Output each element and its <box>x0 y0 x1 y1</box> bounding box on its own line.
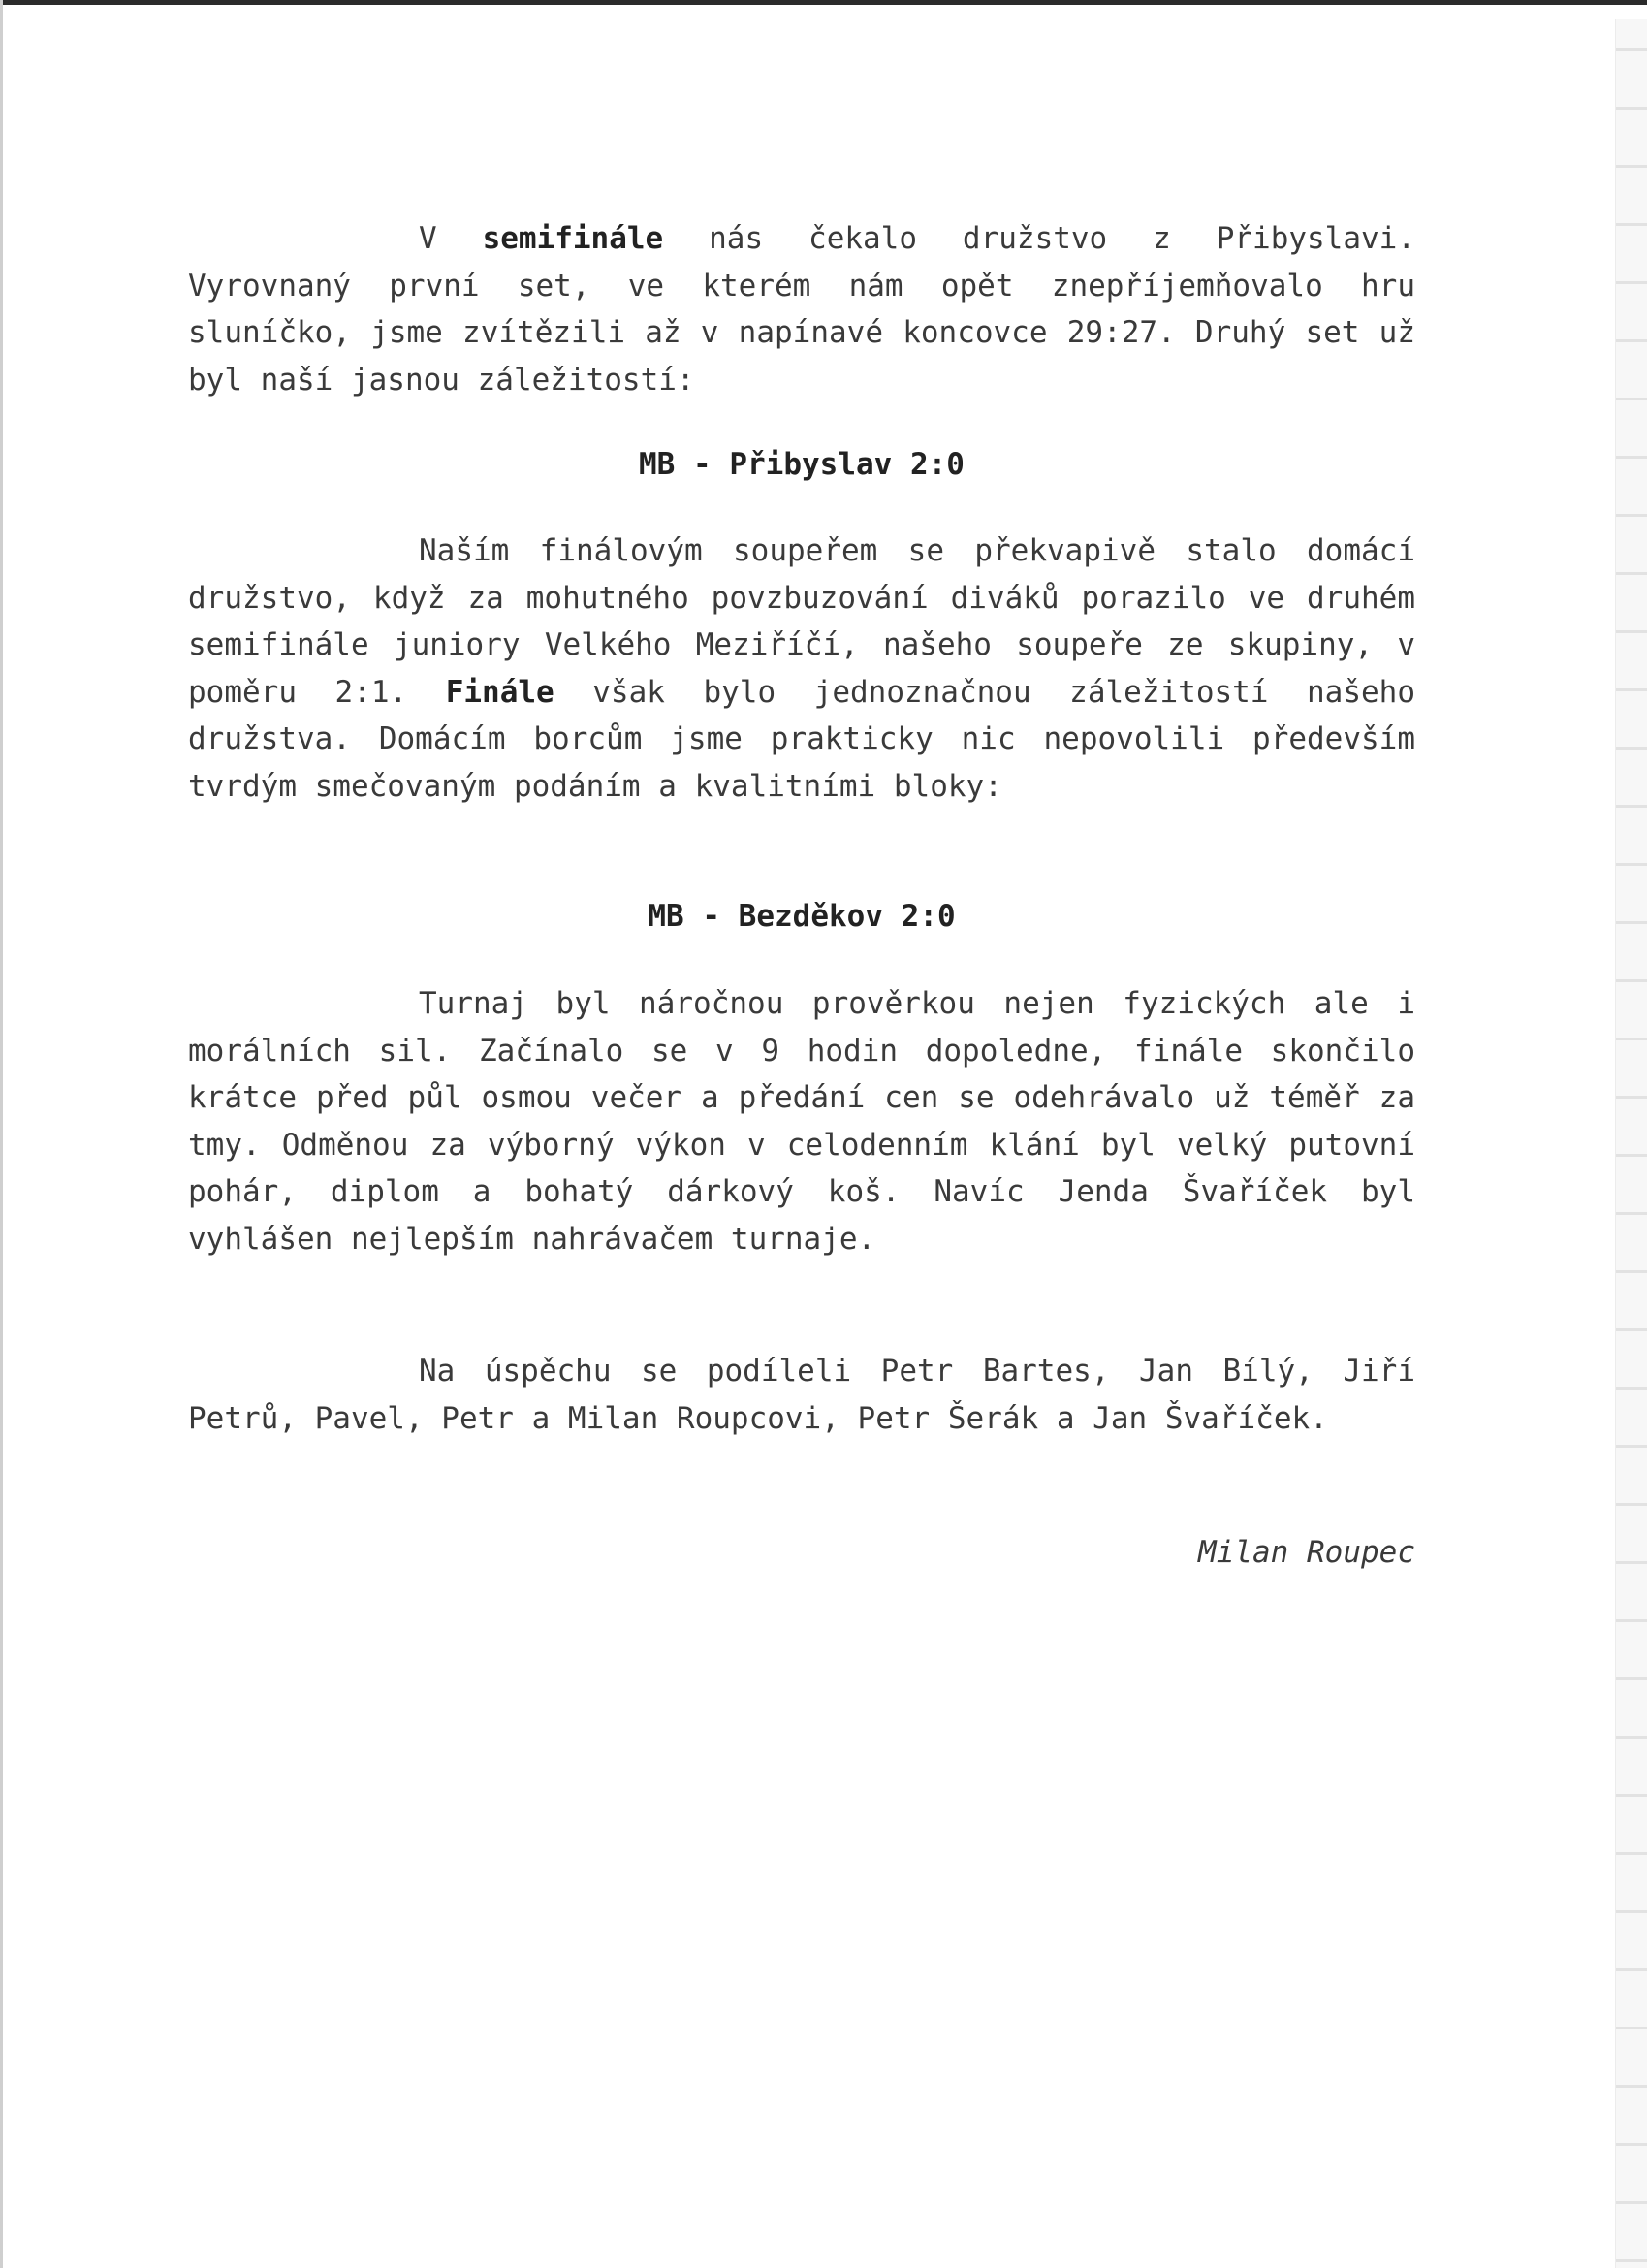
paragraph-players: Na úspěchu se podíleli Petr Bartes, Jan Bílý, Jiří Petrů, Pavel, Petr a Milan Roupcovi, Petr Šerák a Jan Švaříček. <box>188 1354 1415 1436</box>
paragraph-final-body: však bylo jednoznačnou záležitostí našeho družstva. Domácím borcům jsme prakticky nic nepovolili především tvrdým smečovaným podáním a kvalitními bloky: <box>188 674 1415 804</box>
result-heading-pribyslav: MB - Přibyslav 2:0 <box>639 447 965 482</box>
final-emphasis: Finále <box>445 674 554 710</box>
paragraph-semifinal-lead: V <box>419 221 483 256</box>
paragraph-semifinal-body: nás čekalo družstvo z Přibyslavi. Vyrovnaný první set, ve kterém nám opět znepříjemňovalo hru sluníčko, jsme zvítězili až v napínavé koncovce 29:27. Druhý set už byl naší jasnou záležitostí: <box>188 221 1416 398</box>
paragraph-final-lead: Naším finálovým soupeřem se překvapivě stalo domácí družstvo, když za mohutného povzbuzování diváků porazilo ve druhém semifinále juniory Velkého Meziříčí, našeho soupeře ze skupiny, v poměru 2:1. <box>188 533 1415 710</box>
paragraph-tournament: Turnaj byl náročnou prověrkou nejen fyzických ale i morálních sil. Začínalo se v 9 hodin dopoledne, finále skončilo krátce před půl osmou večer a předání cen se odehrávalo už téměř za tmy. Odměnou za výborný výkon v celodenním klání byl velký putovní pohár, diplom a bohatý dárkový koš. Navíc Jenda Švaříček byl vyhlášen nejlepším nahrávačem turnaje. <box>188 986 1415 1257</box>
paragraph-final <box>188 527 1415 811</box>
semifinal-emphasis: semifinále <box>482 221 664 256</box>
paragraph-semifinal <box>188 215 1415 403</box>
result-heading-bezdekov: MB - Bezděkov 2:0 <box>648 899 956 934</box>
author-signature: Milan Roupec <box>1198 1535 1415 1570</box>
scan-top-border <box>0 0 1647 5</box>
scan-left-border <box>0 0 3 2268</box>
paper-stack-edge <box>1615 19 1647 2268</box>
